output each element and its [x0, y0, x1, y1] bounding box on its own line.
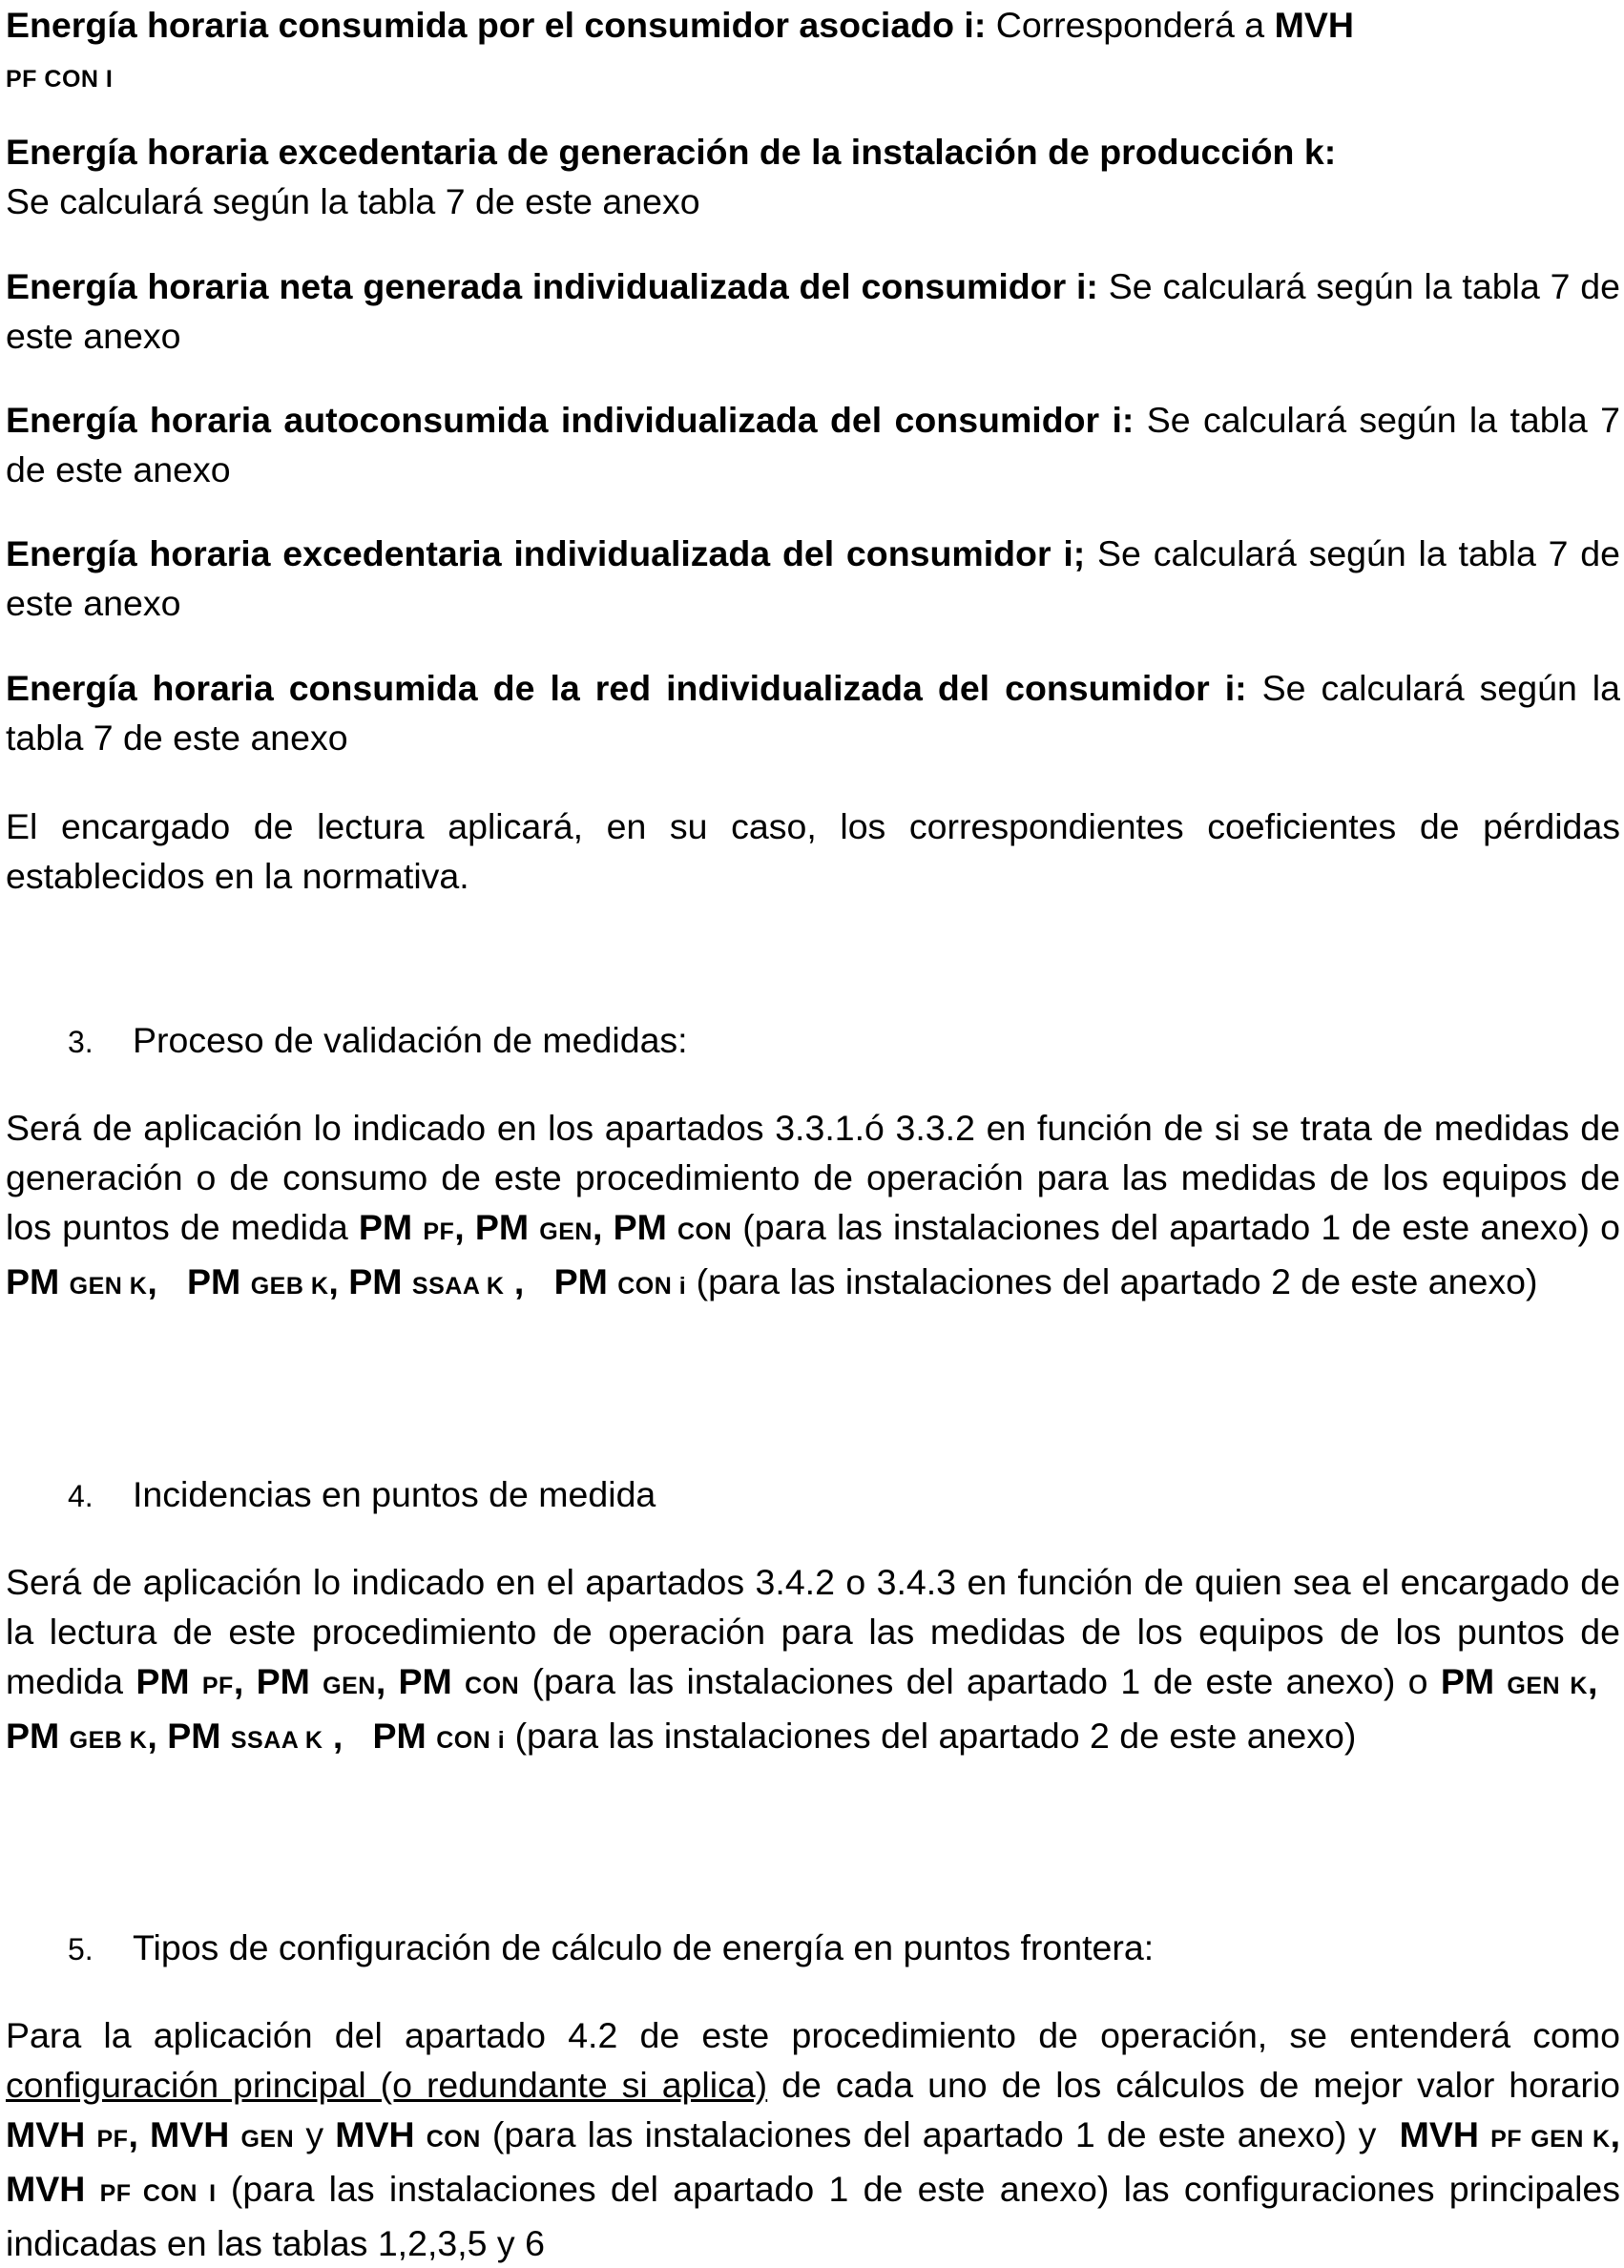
symbol-gen-k: GEN K: [1507, 1673, 1588, 1699]
text-run: ,: [592, 1207, 603, 1247]
text-run: (para las instalaciones del apartado 2 de este anexo): [696, 1261, 1538, 1301]
text-run: ,: [375, 1661, 386, 1701]
symbol-con-i: CON i: [436, 1727, 506, 1754]
symbol-pm: PM: [372, 1716, 427, 1756]
section-5-heading: [68, 1923, 1154, 1974]
text-run: Se calculará según la tabla 7 de este anexo: [6, 266, 1620, 356]
symbol-gen-k: GEN K: [69, 1273, 148, 1300]
text-run: Será de aplicación lo indicado en los apartados 3.3.1.ó 3.3.2 en función de si se trata de medidas de generación o de consumo de este procedimiento de operación para las medidas de los equipos de los puntos de medida: [6, 1108, 1620, 1247]
text-run: (para las instalaciones del apartado 1 de este anexo) o: [531, 1661, 1428, 1701]
symbol-pm: PM: [256, 1661, 310, 1701]
text-run: Se calculará según la tabla 7 de este anexo: [6, 668, 1620, 758]
definition-2: Energía horaria excedentaria de generación de la instalación de producción k: Se calculará según la tabla 7 de este anexo: [6, 132, 1337, 221]
text-run: ,: [454, 1207, 465, 1247]
symbol-pf: PF: [201, 1673, 234, 1699]
definition-5: Energía horaria excedentaria individualizada del consumidor i; Se calculará según la tabla 7 de este anexo: [6, 533, 1621, 623]
text-run: ,: [1610, 2114, 1621, 2154]
definition-6: Energía horaria consumida de la red individualizada del consumidor i: Se calculará según la tabla 7 de este anexo: [6, 668, 1620, 758]
text-run: (para las instalaciones del apartado 2 de este anexo): [514, 1716, 1357, 1756]
symbol-pm: PM: [553, 1261, 608, 1301]
text-run: Se calculará según la tabla 7 de este anexo: [6, 533, 1621, 623]
symbol-con: CON: [426, 2126, 481, 2153]
symbol-pm: PM: [474, 1207, 530, 1247]
text-run: 4.: [68, 1479, 94, 1513]
symbol-con: CON: [465, 1673, 520, 1699]
symbol-mvh: MVH: [6, 2169, 86, 2209]
symbol-pm: PM: [6, 1716, 60, 1756]
symbol-pf-gen-k: PF GEN K: [1490, 2126, 1611, 2153]
symbol-y: y: [305, 2114, 324, 2154]
symbol-pm: PM: [6, 1261, 60, 1301]
text-run: (para las instalaciones del apartado 1 de este anexo) las configuraciones principales indicadas en las tablas 1,2,3,5 y 6: [6, 2169, 1621, 2263]
text-run: PF CON I: [6, 66, 114, 93]
symbol-pm: PM: [1440, 1661, 1495, 1701]
text-run: ,: [147, 1261, 157, 1301]
text-run: Proceso de validación de medidas:: [133, 1020, 688, 1060]
symbol-pm: PM: [348, 1261, 403, 1301]
text-run: (para las instalaciones del apartado 1 de este anexo) y: [491, 2114, 1377, 2154]
text-run: Se calculará según la tabla 7 de este anexo: [6, 181, 700, 221]
text-run: ,: [233, 1661, 244, 1701]
text-run: Para la aplicación del apartado 4.2 de este procedimiento de operación, se entenderá como: [6, 2015, 1620, 2055]
text-run: Tipos de configuración de cálculo de energía en puntos frontera:: [133, 1927, 1155, 1967]
section-3-heading: [68, 1015, 688, 1067]
underlined-term: configuración principal (o redundante si aplica): [6, 2065, 768, 2105]
text-run: ,: [1587, 1661, 1598, 1701]
text-run: ,: [147, 1716, 157, 1756]
losses-paragraph: El encargado de lectura aplicará, en su caso, los correspondientes coeficientes de pérdidas establecidos en la normativa.: [6, 806, 1620, 896]
text-run: de cada uno de los cálculos de mejor valor horario: [781, 2065, 1621, 2105]
symbol-mvh: MVH: [1399, 2114, 1479, 2154]
section-3-body: [6, 1103, 1620, 1311]
symbol-gen: GEN: [240, 2126, 295, 2153]
symbol-pf: PF: [423, 1218, 455, 1245]
definition-4: Energía horaria autoconsumida individualizada del consumidor i: Se calculará según la tabla 7 de este anexo: [6, 400, 1620, 489]
text-run: (para las instalaciones del apartado 1 de este anexo) o: [742, 1207, 1621, 1247]
text-run: 5.: [68, 1932, 94, 1966]
text-run: ,: [128, 2114, 138, 2154]
symbol-con-i: CON i: [617, 1273, 687, 1300]
text-run: Será de aplicación lo indicado en el apartados 3.4.2 o 3.4.3 en función de quien sea el encargado de la lectura de este procedimiento de operación para las medidas de los equipos de los puntos de medida: [6, 1562, 1620, 1701]
symbol-gen: GEN: [539, 1218, 593, 1245]
text-run: Incidencias en puntos de medida: [133, 1474, 656, 1514]
symbol-geb-k: GEB K: [250, 1273, 329, 1300]
symbol-mvh: MVH: [335, 2114, 415, 2154]
text-run: ,: [332, 1716, 344, 1756]
definition-1: Energía horaria consumida por el consumidor asociado i: Corresponderá a MVH PF CON I: [6, 5, 1354, 93]
symbol-ssaa-k: SSAA K: [411, 1273, 505, 1300]
symbol-pm: PM: [135, 1661, 190, 1701]
section-4-body: [6, 1557, 1620, 1765]
symbol-pm: PM: [613, 1207, 667, 1247]
symbol-pm: PM: [398, 1661, 452, 1701]
text-run: ,: [328, 1261, 339, 1301]
section-5-body: [6, 2010, 1620, 2268]
text-run: 3.: [68, 1025, 94, 1059]
symbol-mvh: MVH: [150, 2114, 230, 2154]
symbol-pf-con-i: PF CON I: [99, 2180, 217, 2207]
symbol-pm: PM: [187, 1261, 241, 1301]
definition-3: Energía horaria neta generada individualizada del consumidor i: Se calculará según la tabla 7 de este anexo: [6, 266, 1620, 356]
text-run: Se calculará según la tabla 7 de este anexo: [6, 400, 1620, 489]
symbol-gen: GEN: [323, 1673, 376, 1699]
symbol-pm: PM: [167, 1716, 221, 1756]
symbol-pm: PM: [358, 1207, 413, 1247]
section-4-heading: [68, 1469, 656, 1521]
symbol-ssaa-k: SSAA K: [230, 1727, 323, 1754]
text-run: Corresponderá a: [995, 5, 1265, 45]
symbol-pf: PF: [96, 2126, 129, 2153]
symbol-con: CON: [677, 1218, 733, 1245]
symbol-mvh: MVH: [6, 2114, 86, 2154]
symbol-geb-k: GEB K: [69, 1727, 148, 1754]
text-run: ,: [513, 1261, 525, 1301]
